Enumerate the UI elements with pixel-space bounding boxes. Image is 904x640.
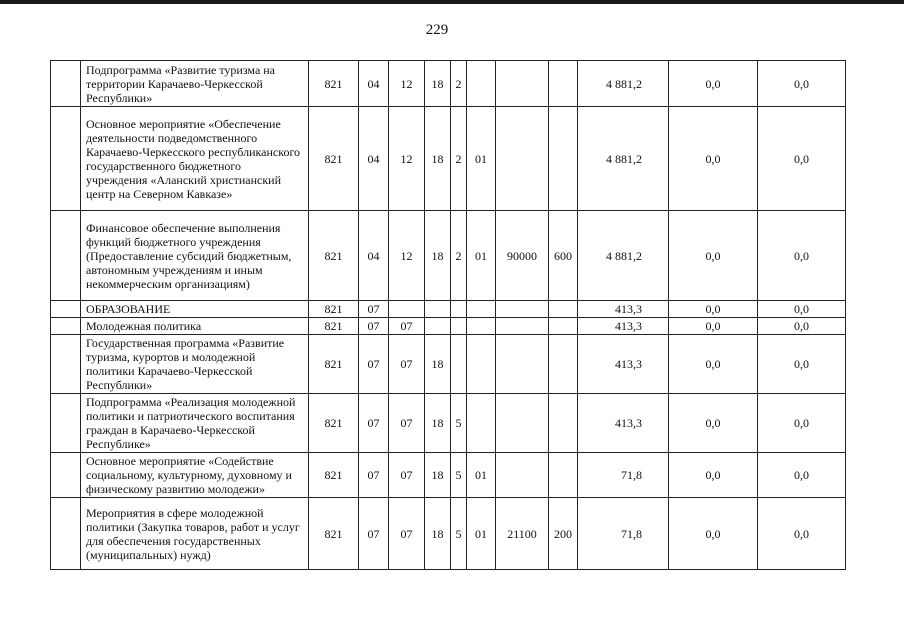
subsection-code-cell: 07 (389, 394, 425, 453)
direction-code-cell: 90000 (496, 211, 549, 301)
section-code-cell: 07 (359, 301, 389, 318)
section-code-cell: 04 (359, 107, 389, 211)
direction-code-cell (496, 318, 549, 335)
expense-type-cell (549, 301, 578, 318)
row-number-cell (51, 107, 81, 211)
row-number-cell (51, 394, 81, 453)
amount-year3-cell: 0,0 (758, 107, 846, 211)
item-name-cell: ОБРАЗОВАНИЕ (81, 301, 309, 318)
item-name-cell: Молодежная политика (81, 318, 309, 335)
table-row (51, 394, 846, 453)
amount-year3-cell: 0,0 (758, 498, 846, 570)
amount-year1-cell: 413,3 (578, 318, 669, 335)
amount-year3-cell: 0,0 (758, 301, 846, 318)
subprogram-code-cell: 5 (451, 394, 467, 453)
item-name-cell: Основное мероприятие «Обеспечение деятельности подведомственного Карачаево-Черкесского республиканского государственного бюджетного учреждения «Аланский христианский центр на Северном Кавказе» (81, 107, 309, 211)
direction-code-cell (496, 301, 549, 318)
subprogram-code-cell: 2 (451, 211, 467, 301)
subsection-code-cell: 12 (389, 211, 425, 301)
event-code-cell: 01 (467, 498, 496, 570)
amount-year3-cell: 0,0 (758, 318, 846, 335)
expense-type-cell (549, 318, 578, 335)
amount-year1-cell: 71,8 (578, 498, 669, 570)
row-number-cell (51, 318, 81, 335)
row-number-cell (51, 61, 81, 107)
amount-year2-cell: 0,0 (669, 318, 758, 335)
subprogram-code-cell: 5 (451, 498, 467, 570)
amount-year2-cell: 0,0 (669, 211, 758, 301)
expense-type-cell (549, 335, 578, 394)
event-code-cell (467, 301, 496, 318)
amount-year3-cell: 0,0 (758, 453, 846, 498)
amount-year2-cell: 0,0 (669, 335, 758, 394)
subsection-code-cell: 07 (389, 498, 425, 570)
amount-year1-cell: 4 881,2 (578, 211, 669, 301)
item-name-cell: Основное мероприятие «Содействие социальному, культурному, духовному и физическому развитию молодежи» (81, 453, 309, 498)
subsection-code-cell: 07 (389, 453, 425, 498)
table-row (51, 301, 846, 318)
amount-year1-cell: 413,3 (578, 335, 669, 394)
program-code-cell (425, 318, 451, 335)
row-number-cell (51, 498, 81, 570)
event-code-cell: 01 (467, 107, 496, 211)
item-name-cell: Подпрограмма «Развитие туризма на территории Карачаево-Черкесской Республики» (81, 61, 309, 107)
grbs-code-cell: 821 (309, 453, 359, 498)
table-row (51, 318, 846, 335)
table-row (51, 498, 846, 570)
table-row (51, 211, 846, 301)
subprogram-code-cell (451, 318, 467, 335)
grbs-code-cell: 821 (309, 211, 359, 301)
section-code-cell: 07 (359, 318, 389, 335)
expense-type-cell (549, 107, 578, 211)
program-code-cell: 18 (425, 211, 451, 301)
expense-type-cell (549, 453, 578, 498)
expense-type-cell: 600 (549, 211, 578, 301)
grbs-code-cell: 821 (309, 107, 359, 211)
section-code-cell: 07 (359, 498, 389, 570)
subsection-code-cell: 07 (389, 335, 425, 394)
item-name-cell: Государственная программа «Развитие туризма, курортов и молодежной политики Карачаево-Черкесской Республики» (81, 335, 309, 394)
direction-code-cell (496, 335, 549, 394)
event-code-cell (467, 335, 496, 394)
direction-code-cell: 21100 (496, 498, 549, 570)
direction-code-cell (496, 107, 549, 211)
amount-year3-cell: 0,0 (758, 211, 846, 301)
budget-table (50, 60, 846, 570)
scan-top-edge (0, 0, 904, 4)
subprogram-code-cell: 2 (451, 107, 467, 211)
amount-year2-cell: 0,0 (669, 301, 758, 318)
row-number-cell (51, 211, 81, 301)
amount-year2-cell: 0,0 (669, 107, 758, 211)
event-code-cell: 01 (467, 211, 496, 301)
table-body (51, 61, 846, 570)
amount-year1-cell: 71,8 (578, 453, 669, 498)
amount-year2-cell: 0,0 (669, 61, 758, 107)
subprogram-code-cell (451, 301, 467, 318)
program-code-cell (425, 301, 451, 318)
event-code-cell (467, 394, 496, 453)
amount-year1-cell: 4 881,2 (578, 107, 669, 211)
grbs-code-cell: 821 (309, 498, 359, 570)
grbs-code-cell: 821 (309, 394, 359, 453)
event-code-cell: 01 (467, 453, 496, 498)
event-code-cell (467, 61, 496, 107)
grbs-code-cell: 821 (309, 335, 359, 394)
subprogram-code-cell: 2 (451, 61, 467, 107)
section-code-cell: 04 (359, 61, 389, 107)
table-row (51, 453, 846, 498)
row-number-cell (51, 335, 81, 394)
direction-code-cell (496, 61, 549, 107)
section-code-cell: 07 (359, 335, 389, 394)
row-number-cell (51, 453, 81, 498)
program-code-cell: 18 (425, 61, 451, 107)
subsection-code-cell: 12 (389, 61, 425, 107)
item-name-cell: Финансовое обеспечение выполнения функций бюджетного учреждения (Предоставление субсидий бюджетным, автономным учреждениям и иным некоммерческим организациям) (81, 211, 309, 301)
subprogram-code-cell (451, 335, 467, 394)
program-code-cell: 18 (425, 498, 451, 570)
program-code-cell: 18 (425, 107, 451, 211)
amount-year3-cell: 0,0 (758, 335, 846, 394)
amount-year2-cell: 0,0 (669, 394, 758, 453)
expense-type-cell (549, 61, 578, 107)
amount-year1-cell: 413,3 (578, 301, 669, 318)
event-code-cell (467, 318, 496, 335)
row-number-cell (51, 301, 81, 318)
grbs-code-cell: 821 (309, 318, 359, 335)
subsection-code-cell (389, 301, 425, 318)
section-code-cell: 07 (359, 394, 389, 453)
table-row (51, 61, 846, 107)
table-row (51, 107, 846, 211)
expense-type-cell: 200 (549, 498, 578, 570)
program-code-cell: 18 (425, 453, 451, 498)
section-code-cell: 04 (359, 211, 389, 301)
amount-year3-cell: 0,0 (758, 61, 846, 107)
amount-year1-cell: 413,3 (578, 394, 669, 453)
program-code-cell: 18 (425, 335, 451, 394)
item-name-cell: Мероприятия в сфере молодежной политики (Закупка товаров, работ и услуг для обеспечения государственных (муниципальных) нужд) (81, 498, 309, 570)
program-code-cell: 18 (425, 394, 451, 453)
expense-type-cell (549, 394, 578, 453)
direction-code-cell (496, 394, 549, 453)
grbs-code-cell: 821 (309, 301, 359, 318)
table-row (51, 335, 846, 394)
amount-year3-cell: 0,0 (758, 394, 846, 453)
amount-year1-cell: 4 881,2 (578, 61, 669, 107)
item-name-cell: Подпрограмма «Реализация молодежной политики и патриотического воспитания граждан в Карачаево-Черкесской Республике» (81, 394, 309, 453)
subsection-code-cell: 12 (389, 107, 425, 211)
subsection-code-cell: 07 (389, 318, 425, 335)
page-number: 229 (425, 22, 449, 38)
amount-year2-cell: 0,0 (669, 498, 758, 570)
direction-code-cell (496, 453, 549, 498)
subprogram-code-cell: 5 (451, 453, 467, 498)
section-code-cell: 07 (359, 453, 389, 498)
grbs-code-cell: 821 (309, 61, 359, 107)
amount-year2-cell: 0,0 (669, 453, 758, 498)
